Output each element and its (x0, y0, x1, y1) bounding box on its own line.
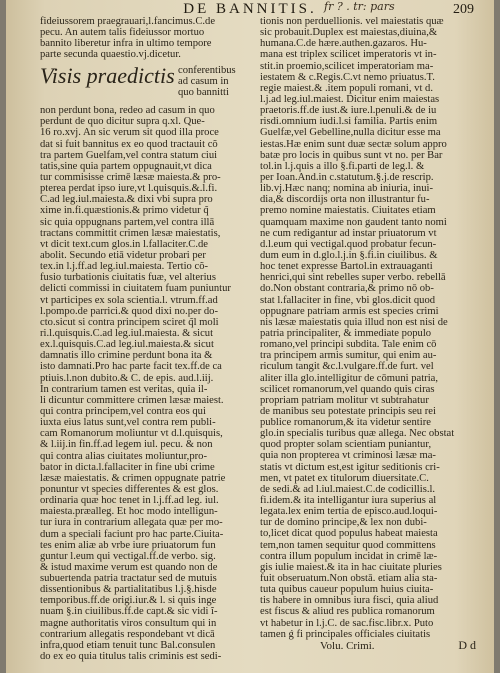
text-line: perdunt de quo dicitur supra q.xl. Que- (40, 116, 205, 128)
text-line: tur commisisse crimē læsæ maiesta.& pro- (40, 172, 221, 183)
signature-mark: D d (458, 638, 476, 652)
text-line: tis habere in omnibus iura fisci, quia aliud (260, 595, 439, 607)
text-line: xime in.fi.quæstionis.& primo videtur q̃ (40, 205, 209, 217)
text-line: parte secunda quaestio.vj.dicetur. (40, 49, 181, 61)
text-line: l.pompo.de parrici.& quod dixi no.per do- (40, 305, 218, 317)
text-line: scilicet romanorum,vel quando quis ciras (260, 383, 435, 395)
text-line: fideiussorem praegrauari,l.fancimus.C.de (40, 16, 216, 27)
text-line: tem,non tamen sequitur quod committens (260, 539, 436, 551)
text-line: propriam patriam molitur vt subtrahatur (260, 394, 429, 406)
text-line: ne cum redigantur ad instar priuatorum vt (260, 227, 437, 239)
text-line: ri.l.quisquis.C.ad leg.iul.maiesta. & sicut (40, 327, 214, 339)
text-line: tur iura in contrarium allegata quæ per mo- (40, 517, 223, 529)
text-line: fuit obseruatum.Non obstā. etiam alia sta- (260, 573, 438, 585)
text-line: quo bannitti (178, 86, 229, 98)
text-line: statis vt dictum est,est igitur seditionis cri- (260, 461, 440, 473)
text-line: glo.in specialis turibus quæ allega. Nec obstat (260, 428, 455, 440)
text-line: ad casum in (178, 75, 229, 87)
text-line: vt dicit text.cum glos.in l.fallaciter.C.de (40, 238, 208, 250)
text-line: bannito liberetur infra in ultimo tempore (40, 38, 212, 50)
text-line: risdi.omnium iudi.l.si familia. Partis enim (260, 116, 438, 128)
text-line: romano,vel principi subdita. Tale enim cō (260, 339, 437, 351)
text-line: to,licet dicat quod populus habeat maiesta (260, 528, 438, 540)
right-text-column (260, 16, 484, 640)
text-line: nis læsæ maiestatis quia illud non est nisi de (260, 316, 448, 328)
text-line: & istud maxime verum est quando non de (40, 561, 218, 573)
text-line: fi.idem.& ita intelligantur iura superius al (260, 495, 437, 507)
book-page (6, 0, 494, 673)
text-line: riculum tangit &c.l.vulgare.ff.de furt. vel (260, 361, 434, 373)
text-line: tamen ǵ fi principales officiales ciuitatis (260, 628, 431, 640)
text-line: lib.vj.Hæc nanq; nomina ab iniuria, inui- (260, 183, 434, 195)
text-line: premo nomine maiestatis. Ciuitates etiam (260, 205, 436, 217)
text-line: praetoris.ff.de iust.& iure.l.penuli.& de iu (260, 105, 437, 117)
handwritten-annotation: fr ? . tr: pars (324, 0, 395, 13)
text-line: iestatem & c.Regis.C.vt nemo priuatus.T. (260, 71, 435, 83)
text-line: pecu. An autem talis fideiussor mortuo (40, 27, 205, 39)
text-line: ponuntur vt species differentes & est glos. (40, 483, 219, 495)
text-line: quamquam maxime non gaudent tanto nomi (260, 216, 447, 228)
text-line: guntur l.eum qui vectigal.ff.de verbo. sig. (40, 550, 216, 562)
text-line: isto damnati.Pro hac parte facit tex.ff.de ca (40, 361, 222, 373)
text-line: tol.in l.j.quis a illo §.fi.parti de leg.l. & (260, 160, 425, 172)
text-line: qui contra alias ciuitates moliuntur,pro- (40, 450, 207, 462)
text-line: bator in dicta.l.fallaciter in fine ubi crime (40, 461, 215, 473)
text-line: cto.sicut si contra principem sciret q̃l moli (40, 316, 219, 328)
text-line: vt participes ex sola scientia.l. vtrum.ff.ad (40, 294, 218, 306)
text-line: conferentibus (178, 64, 236, 76)
text-line: aliter illa glo.intelligitur de cōmuni patria, (260, 372, 438, 384)
text-line: do ex eo quia titulus talis criminis est sedi- (40, 651, 222, 663)
text-line: stit.in proemio,scilicet imperatoriam ma- (260, 60, 434, 72)
text-line: do.Non obstant contraria,& primo nō ob- (260, 283, 434, 295)
text-line: delicti commissi in ciuitatem fuam puniuntur (40, 283, 231, 295)
text-line: gis iulie maiest.& ita in hac ciuitate pluries (260, 561, 442, 573)
text-line: dia,& discordijs orta non illustrantur fu- (260, 194, 430, 206)
text-line: patria principaliter, & immediate populo (260, 327, 432, 339)
running-title: DE BANNITIS. (183, 1, 317, 17)
text-line: magne authoritatis viros consultum qui in (40, 617, 217, 629)
text-line: contra illum populum incidat in crimē læ- (260, 550, 438, 562)
section-initial: Visis praedictis (40, 62, 175, 88)
text-line: temporibus.ff.de origi.iur.& l. si quis inge (40, 595, 217, 607)
text-line: de manibus seu potestate principis seu rei (260, 405, 436, 417)
text-line: mana est triplex scilicet imperatoris vt in- (260, 49, 437, 61)
text-line: C.ad leg.iul.maiesta.& dixi vbi supra pro (40, 194, 213, 206)
text-line: nuam §.in ciuilibus.ff.de capt.& sic vidi ĩ- (40, 606, 218, 618)
text-line: tra partem Guelfam,vel contra statum ciui (40, 149, 218, 161)
text-line: dum a speciali faciunt pro hac parte.Ciuita- (40, 528, 224, 540)
text-line: cam Romanorum moliuntur vt d.l.quisquis, (40, 428, 223, 440)
text-line: quia non propterea vt criminosi læsæ ma- (260, 450, 436, 462)
text-line: ordinaria quæ hoc tenet in l.j.ff.ad leg. iul. (40, 495, 219, 507)
section-initial-block (40, 61, 254, 106)
text-line: dat si fuit bannitus ex eo quod tractauit cõ (40, 138, 218, 150)
text-line: ptiuis.l.non dubito.& C. de epis. aud.l.iij. (40, 372, 214, 384)
text-line: sic quia oppugnans partem,vel contra illā (40, 216, 215, 228)
text-line: & l.iij.in fin.ff.ad legem iul. pecu. & non (40, 439, 213, 451)
text-line: stat l.fallaciter in fine, vbi glos.dicit quod (260, 294, 436, 306)
text-line: iestas.Hæ enim sunt duæ sectæ solum appro (260, 138, 447, 150)
text-line: 16 ro.xvj. An sic verum sit quod illa proce (40, 127, 219, 139)
text-line: qui contra principem,vel contra eos qui (40, 405, 206, 417)
text-line: hoc tenet expresse Bartol.in extrauaganti (260, 261, 433, 273)
page-number: 209 (453, 2, 474, 17)
text-line: regie maiest.& .item populi romani, vt d. (260, 82, 433, 94)
text-line: vt habetur in l.j.C. de sac.fisc.libr.x. Puto (260, 617, 434, 629)
text-line: sic probauit.Duplex est maiestas,diuina,& (260, 27, 438, 39)
text-line: est fiscus & aliud res publica romanorum (260, 606, 435, 618)
text-line: Guelfæ,vel Gebelline,nulla dicitur esse ma (260, 127, 441, 139)
text-line: In contrarium tamen est veritas, quia il- (40, 383, 208, 395)
text-line: tractans committit crimen læsæ maiestatis, (40, 227, 221, 239)
text-line: tatis,sine quia partem oppugnauit,vt dica (40, 160, 212, 172)
text-line: non perdunt bona, redeo ad casum in quo (40, 105, 215, 117)
text-line: oppugnare patriam armis est species crimi (260, 305, 439, 317)
text-line: infra,quod etiam tenuit tunc Bal.consulen (40, 639, 216, 651)
text-line: abolit. Secundo etiā videtur probari per (40, 249, 206, 261)
text-line: iuxta eius latus sunt,vel contra rem publi- (40, 417, 216, 429)
left-text-column (40, 16, 254, 662)
text-line: pterea perdat ipso iure,vt l.quisquis.&.l.fi. (40, 183, 218, 195)
text-line: d.l.eum qui vectigal.quod probatur fecun- (260, 238, 437, 250)
text-line: humana.C.de hære.authen.gazaros. Hu- (260, 38, 427, 50)
text-line: men, vt patet ex titulorum diuersitate.C. (260, 472, 429, 484)
text-line: batæ pro locis in quibus sunt vt no. per Bar (260, 149, 443, 161)
text-line: ex.l.quisquis.C.ad leg.iul.maiesta.& sicut (40, 339, 214, 351)
text-line: tra principem armis sumitur, qui enim au- (260, 350, 437, 362)
text-line: quod propter solam scientiam puniantur, (260, 439, 432, 451)
text-line: fusio turbationis ciuitatis fuæ, vel alterius (40, 272, 216, 284)
text-line: tuta quibus caueur populum huius ciuita- (260, 584, 434, 596)
text-line: per Ioan.And.in c.statutum.§.j.de rescrip. (260, 171, 434, 183)
text-line: l.j.ad leg.iul.maiest. Dicitur enim maiestas (260, 93, 440, 105)
text-line: legata.lex enim tertia de episco.aud.loqui- (260, 506, 438, 518)
text-line: subuertenda patria tractatur sed de mutuis (40, 573, 217, 585)
text-line: damnatis illo crimine perdunt bona ita & (40, 350, 213, 362)
text-line: læsæ maiestatis. & crimen oppugnate patrie (40, 472, 226, 484)
text-line: tur de domino principe,& lex non dubi- (260, 517, 427, 529)
text-line: tionis non perduellionis. vel maiestatis quæ (260, 16, 444, 27)
text-line: tex.in l.j.ff.ad leg.iul.maiesta. Tertio cõ- (40, 261, 209, 273)
text-line: maiesta.præalleg. Et hoc modo intelligun- (40, 506, 218, 518)
text-line: henrici,qui sint rebelles super verbo. rebellā (260, 272, 446, 284)
text-line: dum eum in d.glo.l.j.in §.fi.in ciuilibus. & (260, 249, 438, 261)
text-line: tes enim aliæ ab vrbe iure priuatorum fun (40, 539, 216, 551)
text-line: publice romanorum,& ita videtur sentire (260, 417, 431, 429)
text-line: contrarium allegatis respondebant vt dicā (40, 628, 215, 640)
text-line: li dicuntur committere crimen læsæ maiest. (40, 394, 224, 406)
text-line: dissentionibus & partialitatibus l.j.§.hisde (40, 584, 217, 596)
volume-title: Volu. Crimi. (320, 640, 375, 652)
text-line: de sedi.& ad l.iul.maiest.C.de codicillis.l. (260, 483, 436, 495)
